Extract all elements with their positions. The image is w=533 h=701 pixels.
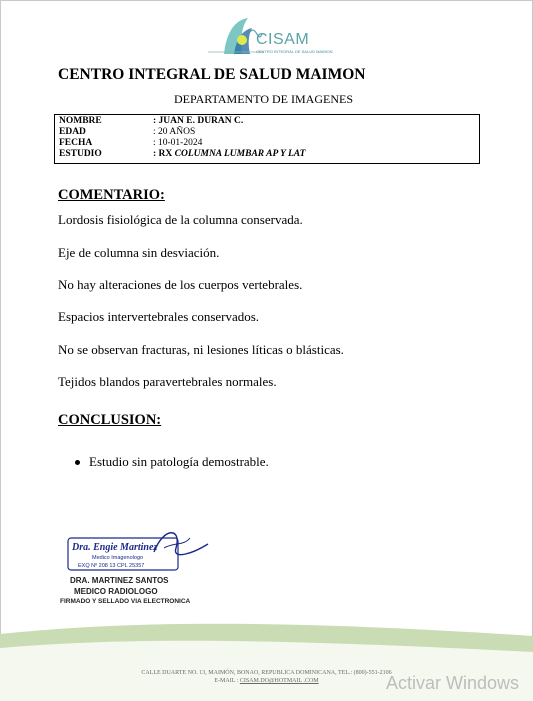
comentario-line: Tejidos blandos paravertebrales normales. [58,374,277,389]
stamp-name: Dra. Engie Martinez [72,542,158,553]
study-name: COLUMNA LUMBAR AP Y LAT [174,149,306,159]
email-prefix: E-MAIL : [214,678,240,684]
bullet-icon [75,460,80,465]
signed-note: FIRMADO Y SELLADO VIA ELECTRONICA [60,598,191,605]
activation-watermark: Activar Windows [386,673,520,693]
footer-address: CALLE DUARTE NO. 13, MAIMÓN, BONAO, REPUBLICA DOMINICANA, TEL.: (800)-551-2106 [141,670,392,676]
date-label: FECHA [59,138,93,148]
doctor-name: DRA. MARTINEZ SANTOS [70,576,169,585]
patient-info-box [54,114,480,164]
org-title: CENTRO INTEGRAL DE SALUD MAIMON [58,66,366,83]
study-label: ESTUDIO [59,149,102,159]
logo-wordmark: CISAM [256,31,310,48]
study-prefix: : RX [153,149,175,159]
email-link[interactable]: CISAM.DO@HOTMAIL .COM [239,678,319,684]
name-label: NOMBRE [59,116,102,126]
comentario-line: Espacios intervertebrales conservados. [58,309,260,324]
study-value [153,149,305,160]
conclusion-heading: CONCLUSION: [58,412,162,428]
department-title: DEPARTAMENTO DE IMAGENES [174,92,353,106]
logo-subtitle: CENTRO INTEGRAL DE SALUD MAIMON [256,49,333,54]
signature-stamp [64,524,214,574]
doctor-title: MEDICO RADIOLOGO [74,587,158,596]
date-value: : 10-01-2024 [153,138,203,148]
name-value: : JUAN E. DURAN C. [153,116,244,126]
comentario-line: Eje de columna sin desviación. [58,245,220,260]
stamp-title: Medico Imagenologo [92,555,144,561]
comentario-line: Lordosis fisiológica de la columna conservada. [58,212,303,227]
stamp-ids: EXQ Nº 208 13 CPL 25357 [78,563,145,569]
age-label: EDAD [59,127,86,137]
comentario-heading: COMENTARIO: [58,187,165,203]
conclusion-item: Estudio sin patología demostrable. [89,454,269,469]
comentario-line: No hay alteraciones de los cuerpos vertebrales. [58,277,303,292]
comentario-line: No se observan fracturas, ni lesiones líticas o blásticas. [58,342,344,357]
age-value: : 20 AÑOS [153,127,196,137]
